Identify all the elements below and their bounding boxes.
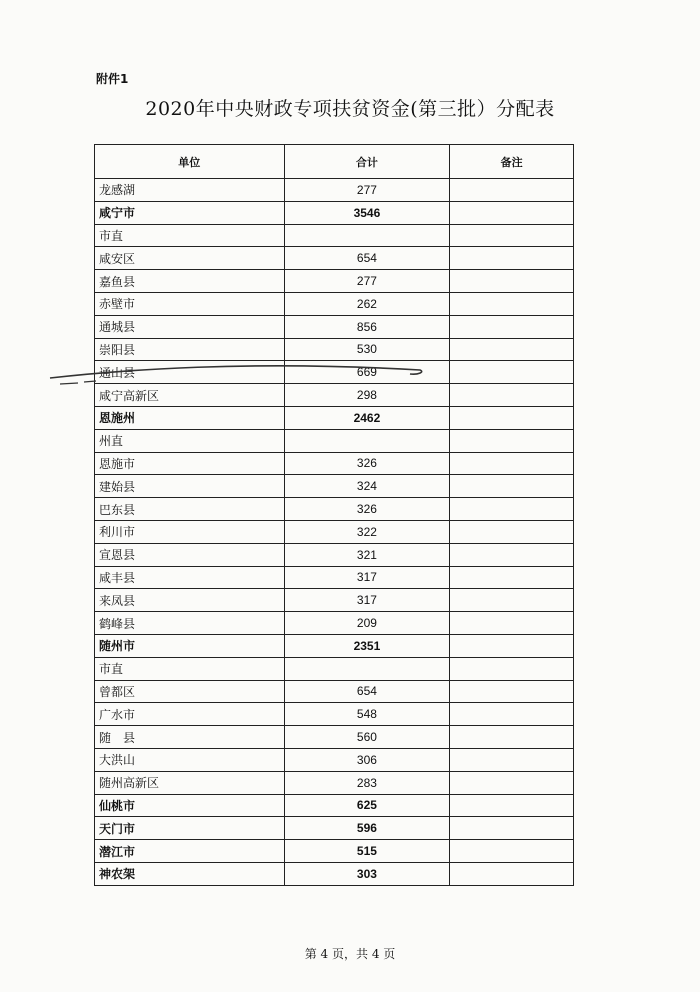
table-row <box>95 862 574 885</box>
cell-unit: 广水市 <box>95 703 285 726</box>
cell-note <box>450 247 574 270</box>
cell-total: 277 <box>284 270 450 293</box>
cell-note <box>450 589 574 612</box>
cell-total: 530 <box>284 338 450 361</box>
cell-note <box>450 566 574 589</box>
table-row <box>95 452 574 475</box>
cell-note <box>450 726 574 749</box>
cell-total <box>284 429 450 452</box>
cell-unit: 巴东县 <box>95 498 285 521</box>
cell-total: 324 <box>284 475 450 498</box>
cell-note <box>450 748 574 771</box>
cell-unit: 天门市 <box>95 817 285 840</box>
table-row <box>95 361 574 384</box>
cell-unit: 随州市 <box>95 634 285 657</box>
cell-total: 317 <box>284 589 450 612</box>
cell-note <box>450 840 574 863</box>
cell-unit: 神农架 <box>95 862 285 885</box>
table-row <box>95 270 574 293</box>
cell-total: 326 <box>284 452 450 475</box>
cell-unit: 通城县 <box>95 315 285 338</box>
cell-total: 654 <box>284 247 450 270</box>
cell-note <box>450 384 574 407</box>
cell-note <box>450 680 574 703</box>
column-header-note: 备注 <box>450 145 574 179</box>
table-row <box>95 224 574 247</box>
cell-unit: 市直 <box>95 224 285 247</box>
table-row <box>95 498 574 521</box>
cell-total: 298 <box>284 384 450 407</box>
cell-total <box>284 657 450 680</box>
cell-unit: 咸宁高新区 <box>95 384 285 407</box>
cell-unit: 曾都区 <box>95 680 285 703</box>
cell-note <box>450 429 574 452</box>
table-row <box>95 817 574 840</box>
cell-unit: 通山县 <box>95 361 285 384</box>
cell-note <box>450 179 574 202</box>
attachment-label: 附件1 <box>96 72 129 86</box>
table-row <box>95 634 574 657</box>
cell-total: 277 <box>284 179 450 202</box>
cell-unit: 来凤县 <box>95 589 285 612</box>
table-row <box>95 543 574 566</box>
cell-unit: 赤壁市 <box>95 292 285 315</box>
cell-total: 596 <box>284 817 450 840</box>
table-row <box>95 794 574 817</box>
table-row <box>95 703 574 726</box>
cell-unit: 随 县 <box>95 726 285 749</box>
cell-unit: 潜江市 <box>95 840 285 863</box>
cell-unit: 咸安区 <box>95 247 285 270</box>
cell-note <box>450 703 574 726</box>
table-row <box>95 589 574 612</box>
table-row <box>95 566 574 589</box>
table-row <box>95 726 574 749</box>
table-row <box>95 612 574 635</box>
cell-unit: 市直 <box>95 657 285 680</box>
cell-total: 2351 <box>284 634 450 657</box>
cell-note <box>450 634 574 657</box>
cell-unit: 鹤峰县 <box>95 612 285 635</box>
allocation-table <box>94 144 574 886</box>
cell-note <box>450 270 574 293</box>
cell-note <box>450 292 574 315</box>
table-row <box>95 840 574 863</box>
table-row <box>95 292 574 315</box>
table-row <box>95 520 574 543</box>
cell-total: 209 <box>284 612 450 635</box>
cell-unit: 龙感湖 <box>95 179 285 202</box>
cell-total: 283 <box>284 771 450 794</box>
cell-total: 326 <box>284 498 450 521</box>
cell-total: 262 <box>284 292 450 315</box>
cell-total: 625 <box>284 794 450 817</box>
cell-note <box>450 657 574 680</box>
cell-unit: 建始县 <box>95 475 285 498</box>
cell-total: 2462 <box>284 406 450 429</box>
cell-unit: 恩施州 <box>95 406 285 429</box>
cell-unit: 崇阳县 <box>95 338 285 361</box>
cell-unit: 咸丰县 <box>95 566 285 589</box>
table-row <box>95 748 574 771</box>
cell-total: 548 <box>284 703 450 726</box>
cell-note <box>450 794 574 817</box>
cell-unit: 大洪山 <box>95 748 285 771</box>
document-title: 2020年中央财政专项扶贫资金(第三批）分配表 <box>145 98 555 120</box>
cell-total: 669 <box>284 361 450 384</box>
cell-note <box>450 224 574 247</box>
column-header-unit: 单位 <box>95 145 285 179</box>
cell-note <box>450 361 574 384</box>
cell-note <box>450 406 574 429</box>
cell-unit: 咸宁市 <box>95 201 285 224</box>
column-header-total: 合计 <box>284 145 450 179</box>
cell-note <box>450 338 574 361</box>
cell-unit: 州直 <box>95 429 285 452</box>
cell-note <box>450 612 574 635</box>
cell-note <box>450 520 574 543</box>
table-row <box>95 315 574 338</box>
cell-total: 322 <box>284 520 450 543</box>
table-row <box>95 201 574 224</box>
table-row <box>95 179 574 202</box>
cell-unit: 嘉鱼县 <box>95 270 285 293</box>
table-row <box>95 247 574 270</box>
cell-note <box>450 475 574 498</box>
cell-unit: 随州高新区 <box>95 771 285 794</box>
table-row <box>95 657 574 680</box>
cell-note <box>450 498 574 521</box>
table-header-row <box>95 145 574 179</box>
cell-note <box>450 817 574 840</box>
pen-stroke-dash <box>60 381 96 384</box>
cell-total: 3546 <box>284 201 450 224</box>
cell-unit: 恩施市 <box>95 452 285 475</box>
cell-total: 306 <box>284 748 450 771</box>
table-row <box>95 429 574 452</box>
cell-unit: 利川市 <box>95 520 285 543</box>
cell-note <box>450 452 574 475</box>
cell-total <box>284 224 450 247</box>
cell-total: 303 <box>284 862 450 885</box>
cell-unit: 宣恩县 <box>95 543 285 566</box>
table-row <box>95 406 574 429</box>
table-body <box>95 179 574 886</box>
cell-note <box>450 771 574 794</box>
cell-total: 856 <box>284 315 450 338</box>
cell-total: 560 <box>284 726 450 749</box>
table-row <box>95 771 574 794</box>
cell-note <box>450 543 574 566</box>
cell-note <box>450 201 574 224</box>
cell-unit: 仙桃市 <box>95 794 285 817</box>
cell-note <box>450 862 574 885</box>
table-row <box>95 475 574 498</box>
table-row <box>95 338 574 361</box>
cell-total: 515 <box>284 840 450 863</box>
page-footer: 第 4 页，共 4 页 <box>304 947 396 961</box>
cell-note <box>450 315 574 338</box>
table-row <box>95 680 574 703</box>
cell-total: 654 <box>284 680 450 703</box>
table-row <box>95 384 574 407</box>
cell-total: 317 <box>284 566 450 589</box>
cell-total: 321 <box>284 543 450 566</box>
